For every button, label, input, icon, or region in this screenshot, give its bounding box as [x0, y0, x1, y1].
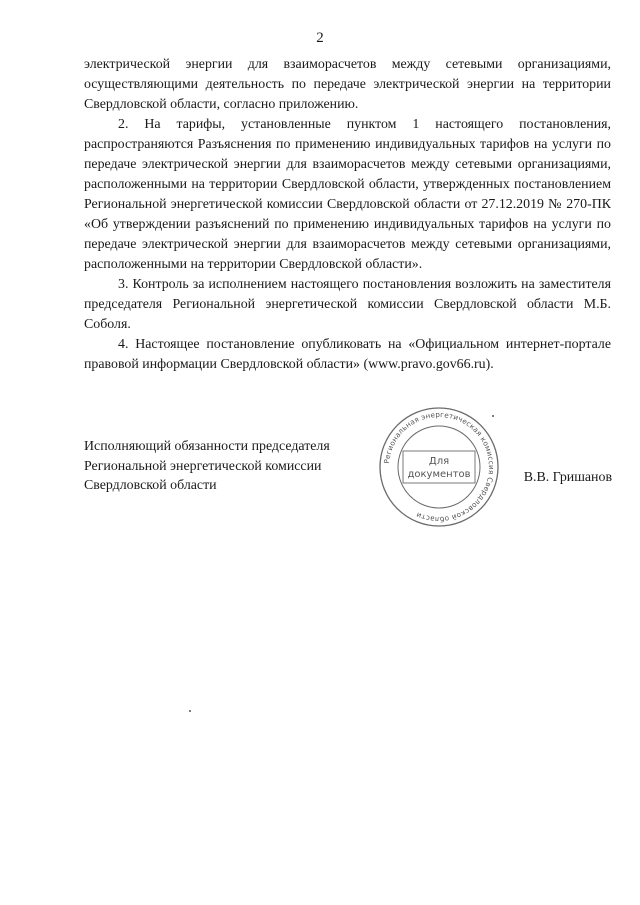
stamp-center-text-2: документов [407, 469, 471, 480]
signature-block [84, 437, 384, 496]
scan-speck [492, 415, 494, 417]
stamp-center-text-1: Для [428, 456, 450, 467]
paragraph-3: 3. Контроль за исполнением настоящего постановления возложить на заместителя председателя Региональной энергетической комиссии Свердловской области М.Б. Соболя. [84, 277, 611, 332]
official-stamp [377, 405, 501, 529]
scan-speck [189, 710, 191, 712]
paragraph-4: 4. Настоящее постановление опубликовать на «Официальном интернет-портале правовой информации Свердловской области» (www.pravo.gov66.ru). [84, 337, 611, 372]
document-body [84, 55, 611, 375]
signer-name: В.В. Гришанов [523, 470, 612, 485]
signer-title-line: Региональной энергетической комиссии [84, 458, 322, 474]
paragraph-1: электрической энергии для взаиморасчетов между сетевыми организациями, осуществляющими деятельность по передаче электрической энергии на территории Свердловской области, согласно приложению. [84, 57, 611, 112]
page-number: 2 [316, 30, 324, 46]
paragraph-2: 2. На тарифы, установленные пунктом 1 настоящего постановления, распространяются Разъяснения по применению индивидуальных тарифов на услуги по передаче электрической энергии для взаиморасчетов между сетевыми организациями, расположенными на территории Свердловской области, утвержденных постановлением Региональной энергетической комиссии Свердловской области от 27.12.2019 № 270-ПК «Об утверждении разъяснений по применению индивидуальных тарифов на услуги по передаче электрической энергии для взаиморасчетов между сетевыми организациями, расположенными на территории Свердловской области». [84, 117, 611, 272]
signer-title-line: Свердловской области [84, 478, 217, 493]
signer-title-line: Исполняющий обязанности председателя [84, 439, 330, 454]
stamp-ring-text: Региональная энергетическая комиссия Свердловской области [382, 409, 497, 525]
